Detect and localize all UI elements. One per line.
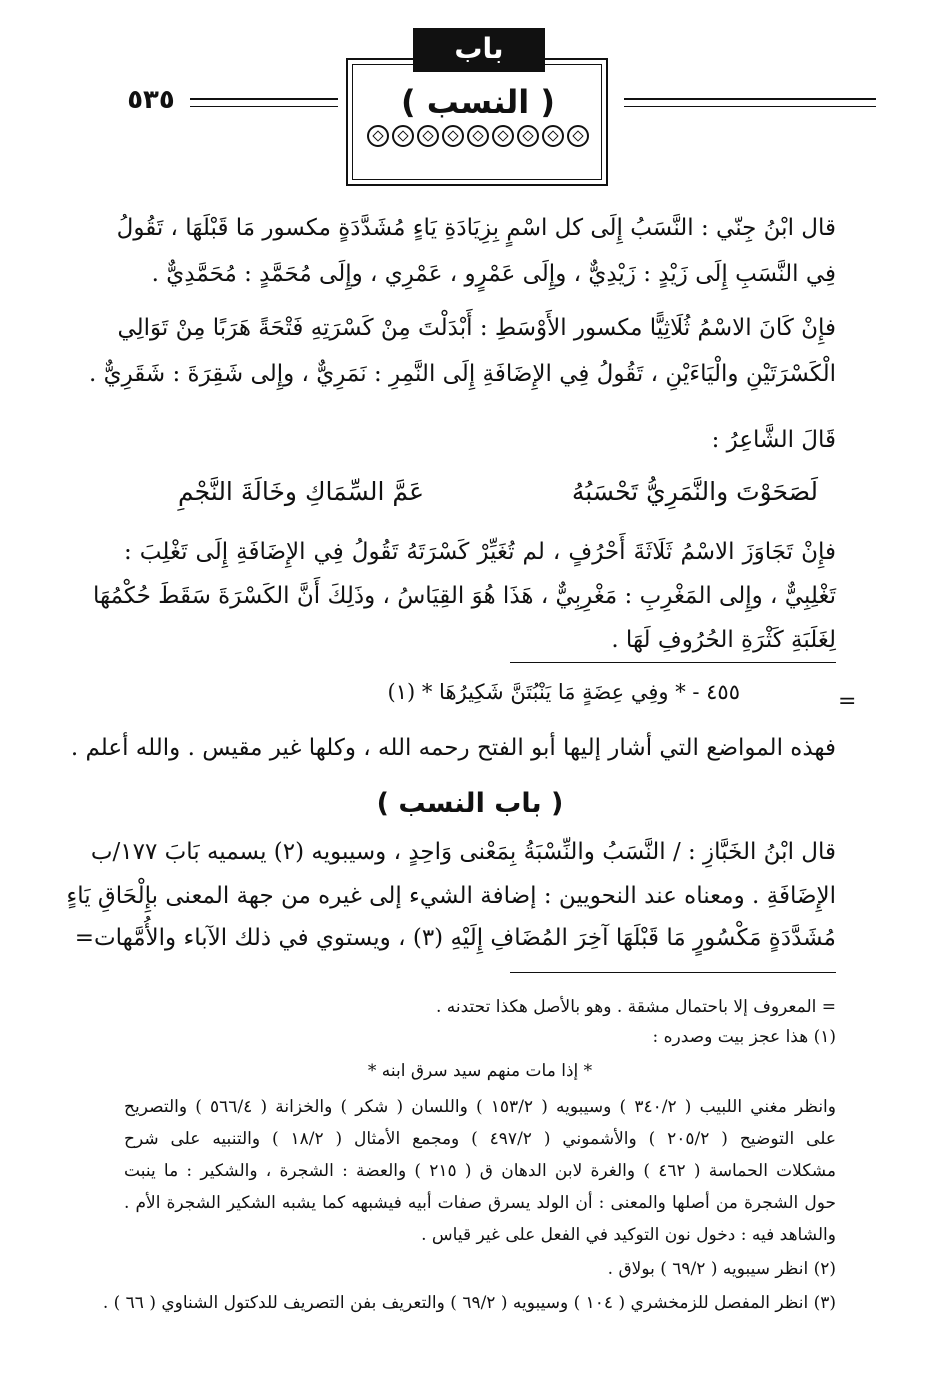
- ornament-icon: [367, 125, 389, 147]
- footnote-line: (٣) انظر المفصل للزمخشري ( ١٠٤ ) وسيبويه ( ٦٩/٢ ) والتعريف بفن التصريف للدكتول الشناوي ( ٦٦ ) .: [102, 1293, 836, 1313]
- page-number: ٥٣٥: [127, 85, 175, 115]
- footnote-line: وانظر مغني اللبيب ( ٣٤٠/٢ ) وسيبويه ( ١٥٣/٢ ) واللسان ( شكر ) والخزانة ( ٥٦٦/٤ ) والتصريح: [124, 1097, 836, 1117]
- continuation-mark: =: [838, 689, 857, 714]
- ornament-icon: [517, 125, 539, 147]
- ornament-icon: [417, 125, 439, 147]
- body-line: فإِنْ كَانَ الاسْمُ ثُلَاثِيًّا مكسور الأَوْسَطِ : أَبْدَلْتَ مِنْ كَسْرَتِهِ فَتْحَةً هَرَبًا مِنْ تَوَالِي: [117, 315, 836, 341]
- footnote-line: على التوضيح ( ٢٠٥/٢ ) والأشموني ( ٤٩٧/٢ ) ومجمع الأمثال ( ١٨/٢ ) والتنبيه على شرح: [124, 1129, 836, 1149]
- body-line: فإِنْ تَجَاوَزَ الاسْمُ ثَلَاثَةَ أَحْرُفٍ ، لم تُغَيِّرْ كَسْرَتَهُ تَقُولُ فِي الإِضَافَةِ إِلَى تَغْلِبَ :: [124, 539, 836, 565]
- footnote-line: مشكلات الحماسة ( ٤٦٢ ) والغرة لابن الدهان ق ( ٢١٥ ) والعضة : الشجرة ، والشكير : ما ينبت: [124, 1161, 836, 1181]
- chapter-tab: باب: [413, 28, 545, 72]
- example-verse: ٤٥٥ - * وفِي عِضَةٍ مَا يَنْبُتَنَّ شَكِيرُهَا * (١): [387, 680, 740, 704]
- footnote-line: (١) هذا عجز بيت وصدره :: [652, 1027, 836, 1047]
- body-line: لِغَلَبَةِ كَثْرَةِ الحُرُوفِ لَهَا .: [611, 627, 836, 653]
- verse-second-hemistich: عَمَّ السِّمَاكِ وخَالَةَ النَّجْمِ: [178, 477, 424, 506]
- verse-first-hemistich: لَصَحَوْتَ والنَّمَرِيُّ تَحْسَبُهُ: [571, 477, 818, 506]
- footnote-line: حول الشجرة من أصلها والمعنى : أن الولد يسرق صفات أبيه فيشبهه كما يشبه الشكير الشجرة الأم .: [124, 1193, 836, 1213]
- body-line: قال ابْنُ جِنّي : النَّسَبُ إِلَى كل اسْمٍ بِزِيَادَةِ يَاءٍ مُشَدَّدَةٍ مكسور مَا قَبْلَهَا ، تَقُولُ: [116, 215, 836, 241]
- ornament-band: [362, 125, 594, 153]
- body-line: الْكَسْرَتَيْنِ والْيَاءَيْنِ ، تَقُولُ فِي الإِضَافَةِ إِلَى النَّمِرِ : نَمَرِيٌّ ، وإِلى شَقِرَةَ : شَقَرِيٌّ .: [88, 361, 836, 387]
- footnote-line: (٢) انظر سيبويه ( ٦٩/٢ ) بولاق .: [607, 1259, 836, 1279]
- footnote-line: والشاهد فيه : دخول نون التوكيد في الفعل على غير قياس .: [421, 1225, 836, 1245]
- ornament-icon: [492, 125, 514, 147]
- footnote-line: * إذا مات منهم سيد سرق ابنه *: [367, 1061, 593, 1081]
- body-line: قال ابْنُ الخَبَّازِ : / النَّسَبُ والنِّسْبَةُ بِمَعْنى وَاحِدٍ ، وسيبويه (٢) يسميه بَابَ ١٧٧/ب: [90, 839, 836, 865]
- ornament-icon: [392, 125, 414, 147]
- ornament-icon: [442, 125, 464, 147]
- ornament-icon: [567, 125, 589, 147]
- ornament-icon: [542, 125, 564, 147]
- chapter-title: ( النسب ): [400, 83, 555, 121]
- body-line: قَالَ الشَّاعِرُ :: [711, 427, 836, 453]
- footnote-divider: [510, 972, 836, 973]
- poetry-verse: [178, 470, 818, 514]
- ornament-icon: [467, 125, 489, 147]
- header-rule-right: [624, 98, 876, 107]
- body-line: فِي النَّسَبِ إِلَى زَيْدٍ : زَيْدِيٌّ ، وإِلَى عَمْرٍو ، عَمْرِي ، وإِلَى مُحَمَّدٍ : مُحَمَّدِيٌّ .: [151, 261, 836, 287]
- body-line: الإِضَافَةِ . ومعناه عند النحويين : إضافة الشيء إلى غيره من جهة المعنى بإِلْحَاقِ يَاءٍ: [66, 883, 836, 909]
- footnote-line: = المعروف إلا باحتمال مشقة . وهو بالأصل هكذا تحتدنه .: [435, 997, 836, 1017]
- section-divider: [510, 662, 836, 663]
- body-line: تَغْلِبِيٌّ ، وإِلى المَغْرِبِ : مَغْرِبِيٌّ ، هَذَا هُوَ القِيَاسُ ، وذَلِكَ أَنَّ الكَسْرَةَ سَقَطَ حُكْمُهَا: [93, 583, 836, 609]
- header-rule-left: [190, 98, 338, 107]
- body-line: مُشَدَّدَةٍ مَكْسُورٍ مَا قَبْلَهَا آخِرَ المُضَافِ إِلَيْهِ (٣) ، ويستوي في ذلك الآباء والأُمَّهات=: [74, 925, 836, 951]
- section-heading: ( باب النسب ): [376, 788, 564, 819]
- closing-line: فهذه المواضع التي أشار إليها أبو الفتح رحمه الله ، وكلها غير مقيس . والله أعلم .: [70, 735, 836, 761]
